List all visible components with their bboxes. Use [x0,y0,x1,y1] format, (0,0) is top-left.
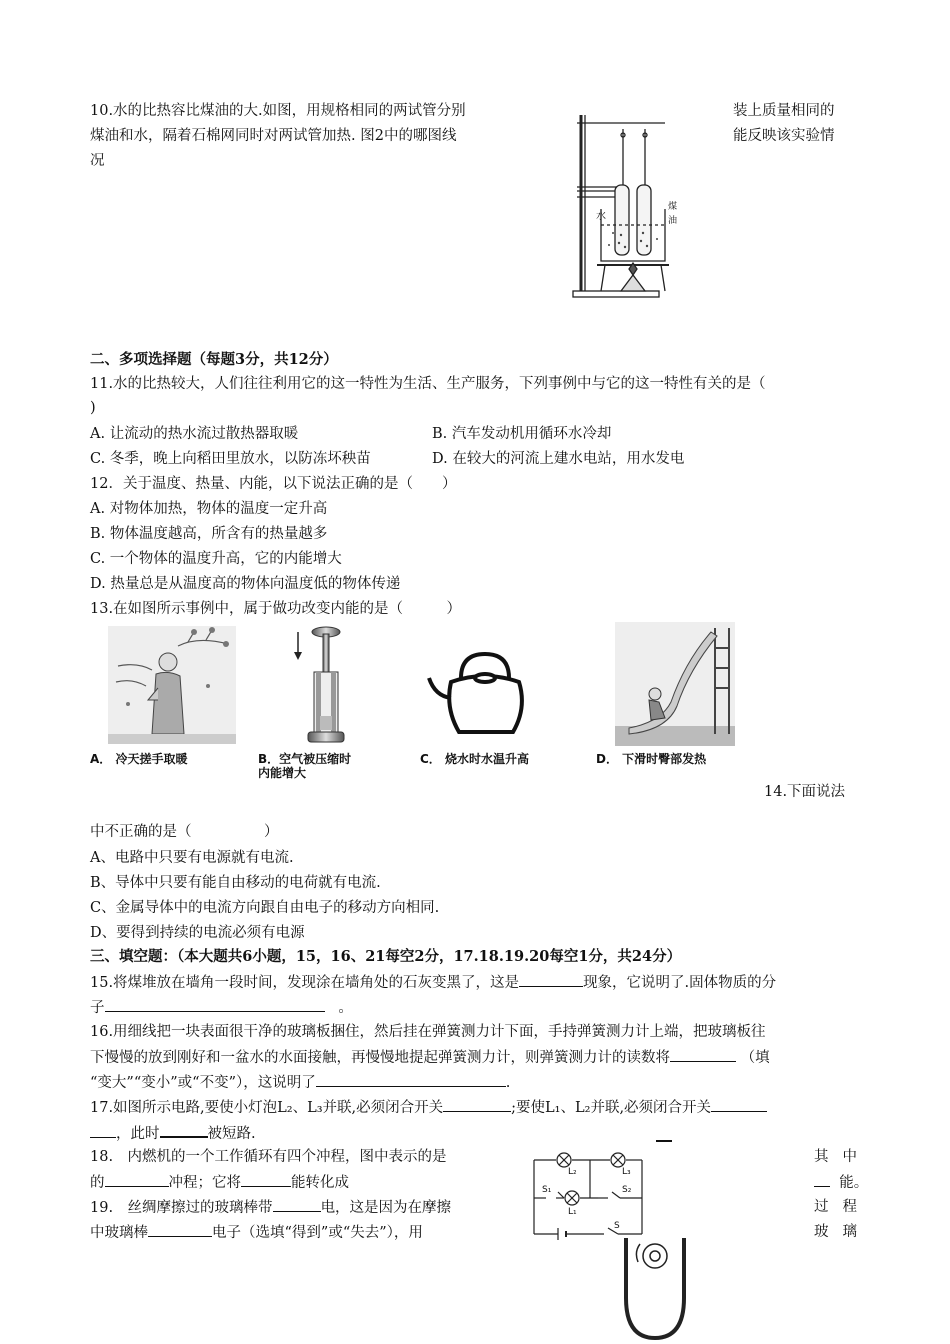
q14-stem-right: 14.下面说法 [764,784,846,800]
q17-part1: 17.如图所示电路,要使小灯泡L₂、L₃并联,必须闭合开关 [90,1100,444,1116]
q13-caption-c: C． 烧水时水温升高 [420,752,529,766]
q10-line2-left: 煤油和水，隔着石棉网同时对两试管加热. 图2中的哪图线 [90,128,457,144]
q17-part2: ;要使L₁、L₂并联,必须闭合开关 [511,1100,712,1116]
q13-caption-a: A． 冷天搓手取暖 [90,752,188,766]
q18-line2-left [90,1172,349,1193]
q12-option-a: A. 对物体加热，物体的温度一定升高 [90,501,328,517]
q14-option-c: C、金属导体中的电流方向跟自由电子的移动方向相同. [90,900,440,916]
q13-caption-b-line1: B．空气被压缩时 [258,752,352,766]
heating-apparatus-figure [565,105,678,305]
q18-line2c: 能转化成 [291,1175,349,1191]
q15-part1: 15.将煤堆放在墙角一段时间，发现涂在墙角处的石灰变黑了，这是 [90,975,520,991]
q13-picture-b [290,626,350,748]
q16-line2a: 下慢慢的放到刚好和一盆水的水面接触，再慢慢地提起弹簧测力计，则弹簧测力计的读数将 [90,1050,670,1066]
q12-option-d: D. 热量总是从温度高的物体向温度低的物体传递 [90,576,401,592]
q16-line3 [90,1072,510,1093]
q18-line1-right: 其中 [814,1149,871,1165]
q13-caption-d: D． 下滑时臀部发热 [596,752,707,766]
q13-picture-d [615,622,735,746]
q14-option-d: D、要得到持续的电流必须有电源 [90,925,305,941]
q16-line3b: . [505,1075,511,1091]
q16-line3a: “变大”“变小”或“不变”），这说明了 [90,1075,316,1091]
circuit-label-l3: L₃ [622,1167,631,1177]
q16-blank-2[interactable] [316,1072,506,1087]
circuit-label-l2: L₂ [568,1167,577,1177]
q12-stem: 12．关于温度、热量、内能，以下说法正确的是（ ） [90,476,457,492]
q18-line1-left: 18. 内燃机的一个工作循环有四个冲程，图中表示的是 [90,1149,447,1165]
q18-line2-right: 能。 [839,1175,869,1191]
q16-line1: 16.用细线把一块表面很干净的玻璃板捆住，然后挂在弹簧测力计下面，手持弹簧测力计上端，把玻璃板往 [90,1024,766,1040]
q11-option-d: D. 在较大的河流上建水电站，用水发电 [432,451,685,467]
q11-stem: 11.水的比热较大，人们往往利用它的这一特性为生活、生产服务，下列事例中与它的这一特性有关的是（ [90,376,766,392]
circuit-label-s2: S₂ [622,1185,632,1195]
q15-blank-1[interactable] [519,972,583,987]
q12-option-b: B. 物体温度越高，所含有的热量越多 [90,526,328,542]
q19-line1-right: 过程 [814,1199,871,1215]
section-2-title: 二、多项选择题（每题3分，共12分） [90,351,338,368]
q13-picture-c [425,648,535,738]
q10-line1-left: 10.水的比热容比煤油的大.如图，用规格相同的两试管分别 [90,103,466,119]
q18-blank-2[interactable] [241,1172,291,1187]
q17-line1 [90,1097,767,1118]
q17-blank-2b[interactable] [90,1123,116,1138]
q14-option-b: B、导体中只要有能自由移动的电荷就有电流. [90,875,381,891]
q14-stem-cont: 中不正确的是（ ） [90,824,279,840]
q11-option-a: A. 让流动的热水流过散热器取暖 [90,426,299,442]
q18-line2-right-wrap [814,1172,868,1193]
circuit-label-s1: S₁ [542,1185,552,1195]
q17-blank-2a[interactable] [711,1097,767,1112]
q13-picture-a [108,626,236,744]
q18-blank-1[interactable] [105,1172,169,1187]
q19-line2-right: 玻璃 [814,1224,871,1240]
stray-dash-mark [656,1140,672,1142]
q15-part4: 。 [338,1000,353,1016]
q12-option-c: C. 一个物体的温度升高，它的内能增大 [90,551,342,567]
circuit-label-s: S [614,1221,620,1231]
q18-line2a: 的 [90,1175,105,1191]
q15-part2: 现象，它说明了.固体物质的分 [583,975,777,991]
q19-blank-2[interactable] [148,1222,212,1237]
q14-option-a: A、电路中只要有电源就有电流. [90,850,294,866]
q19-line1-left [90,1197,451,1218]
fig-label-kerosene-1: 煤 [668,202,678,212]
q10-line2-right: 能反映该实验情 [733,128,835,144]
q17-part3: ，此时 [116,1126,160,1142]
q19-line1b: 电，这是因为在摩擦 [320,1200,452,1216]
q19-line2a: 中玻璃棒 [90,1225,148,1241]
q17-line2 [90,1122,256,1144]
q15-line2 [90,997,353,1018]
engine-stroke-figure [620,1238,690,1344]
q16-line2 [90,1047,770,1068]
fig-label-water: 水 [596,211,606,222]
q10-line1-right: 装上质量相同的 [733,103,835,119]
q17-blank-1[interactable] [443,1097,511,1112]
q11-option-b: B. 汽车发动机用循环水冷却 [432,426,612,442]
circuit-label-l1: L₁ [568,1207,577,1217]
q17-blank-3[interactable] [160,1122,208,1138]
q19-line2-left [90,1222,423,1243]
q19-line1a: 19. 丝绸摩擦过的玻璃棒带 [90,1200,273,1216]
q18-line2b: 冲程；它将 [168,1175,241,1191]
q17-part4: 被短路. [207,1126,256,1142]
q16-line2b: （填 [740,1050,770,1066]
fig-label-kerosene-2: 油 [668,216,678,226]
q15-line1 [90,972,776,993]
q16-blank-1[interactable] [670,1047,736,1062]
q13-caption-b-line2: 内能增大 [258,766,307,780]
q11-stem-end: ) [90,400,96,416]
q10-line3-left: 况 [90,153,105,169]
q11-option-c: C. 冬季，晚上向稻田里放水，以防冻坏秧苗 [90,451,371,467]
q15-blank-2[interactable] [105,997,325,1012]
circuit-diagram [528,1148,648,1240]
q18-blank-3[interactable] [814,1172,830,1187]
q19-blank-1[interactable] [273,1197,321,1212]
q15-part3: 子 [90,1000,105,1016]
section-3-title: 三、填空题：（本大题共6小题，15，16、21每空2分，17.18.19.20每空1分，共24分） [90,948,682,965]
q13-stem: 13.在如图所示事例中，属于做功改变内能的是（ ） [90,601,462,617]
q19-line2b: 电子（选填“得到”或“失去”），用 [212,1225,423,1241]
